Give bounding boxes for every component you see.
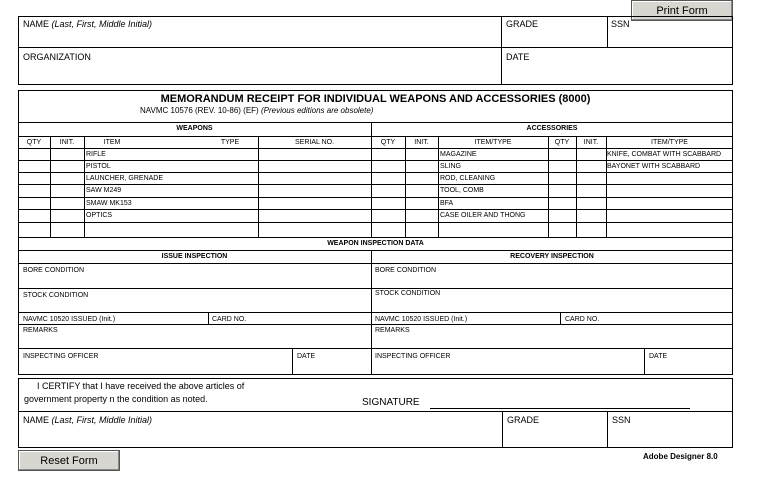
acc-col-init2: INIT. [583, 139, 599, 146]
recovery-inspection-header: RECOVERY INSPECTION [510, 253, 594, 260]
acc-item-case: CASE OILER AND THONG [440, 212, 526, 219]
ssn-label: SSN [611, 19, 630, 29]
acc-col-init: INIT. [414, 139, 429, 146]
signature-line[interactable] [430, 408, 690, 409]
ssn-field[interactable] [609, 30, 731, 45]
acc-item-sling: SLING [440, 163, 462, 170]
weapon-item-pistol: PISTOL [86, 163, 111, 170]
bottom-grade-field[interactable] [504, 427, 605, 446]
weapons-col-type: TYPE [220, 139, 240, 146]
issue-bore-label: BORE CONDITION [23, 267, 85, 274]
recovery-officer-label: INSPECTING OFFICER [375, 353, 451, 360]
recovery-date-label: DATE [649, 353, 668, 360]
weapon-item-rifle: RIFLE [86, 151, 106, 158]
reset-form-button[interactable]: Reset Form [18, 450, 120, 471]
recovery-navmc-label: NAVMC 10520 ISSUED (Init.) [375, 316, 468, 323]
acc-item-rod: ROD, CLEANING [440, 175, 496, 182]
weapons-col-serial: SERIAL NO. [294, 139, 335, 146]
grade-field[interactable] [503, 30, 605, 45]
signature-label: SIGNATURE [362, 397, 420, 408]
weapon-item-saw: SAW M249 [86, 187, 122, 194]
organization-label: ORGANIZATION [23, 52, 91, 62]
issue-inspection-header: ISSUE INSPECTION [161, 253, 228, 260]
acc-col-item: ITEM/TYPE [474, 139, 512, 146]
weapons-col-item: ITEM [103, 139, 121, 146]
acc-item-tool: TOOL, COMB [440, 187, 484, 194]
bottom-name-label: NAME (Last, First, Middle Initial) [23, 415, 153, 425]
acc-item-bfa: BFA [440, 200, 454, 207]
recovery-stock-label: STOCK CONDITION [375, 290, 441, 297]
acc-col-qty: QTY [380, 139, 396, 146]
name-label: NAME (Last, First, Middle Initial) [23, 19, 153, 29]
date-field[interactable] [503, 64, 731, 83]
recovery-remarks-label: REMARKS [375, 327, 410, 334]
weapons-col-qty: QTY [26, 139, 42, 146]
print-form-button[interactable]: Print Form [631, 0, 733, 21]
inspection-header: WEAPON INSPECTION DATA [327, 240, 424, 247]
acc-col-item2: ITEM/TYPE [651, 139, 688, 146]
bottom-ssn-label: SSN [612, 415, 631, 425]
recovery-card-label: CARD NO. [565, 316, 600, 323]
form-title: MEMORANDUM RECEIPT FOR INDIVIDUAL WEAPONS AND ACCESSORIES (8000) [160, 93, 591, 105]
acc-item-knife: KNIFE, COMBAT WITH SCABBARD [607, 151, 722, 158]
issue-date-label: DATE [297, 353, 316, 360]
grade-label: GRADE [506, 19, 539, 29]
weapons-header: WEAPONS [176, 125, 213, 132]
recovery-bore-label: BORE CONDITION [375, 267, 437, 274]
form-subtitle: NAVMC 10576 (REV. 10-86) (EF) (Previous editions are obsolete) [140, 106, 374, 115]
acc-item-magazine: MAGAZINE [440, 151, 477, 158]
weapon-item-launcher: LAUNCHER, GRENADE [86, 175, 164, 182]
acc-col-qty2: QTY [554, 139, 570, 146]
weapons-col-init: INIT. [59, 139, 75, 146]
issue-remarks-label: REMARKS [23, 327, 58, 334]
issue-stock-label: STOCK CONDITION [23, 292, 89, 299]
weapon-item-smaw: SMAW MK153 [86, 200, 132, 207]
issue-officer-label: INSPECTING OFFICER [23, 353, 99, 360]
issue-card-label: CARD NO. [212, 316, 247, 323]
certify-line-1: I CERTIFY that I have received the above articles of [37, 381, 245, 391]
weapon-item-optics: OPTICS [86, 212, 113, 219]
footer-version: Adobe Designer 8.0 [643, 452, 718, 461]
acc-item-bayonet: BAYONET WITH SCABBARD [607, 163, 701, 170]
date-label: DATE [506, 52, 530, 62]
bottom-grade-label: GRADE [507, 415, 540, 425]
issue-navmc-label: NAVMC 10520 ISSUED (Init.) [23, 316, 116, 323]
bottom-name-field[interactable] [20, 427, 500, 446]
bottom-ssn-field[interactable] [609, 427, 731, 446]
name-field[interactable] [20, 30, 498, 45]
organization-field[interactable] [20, 64, 498, 83]
certify-line-2: government property n the condition as noted. [24, 394, 208, 404]
accessories-header: ACCESSORIES [526, 125, 578, 132]
